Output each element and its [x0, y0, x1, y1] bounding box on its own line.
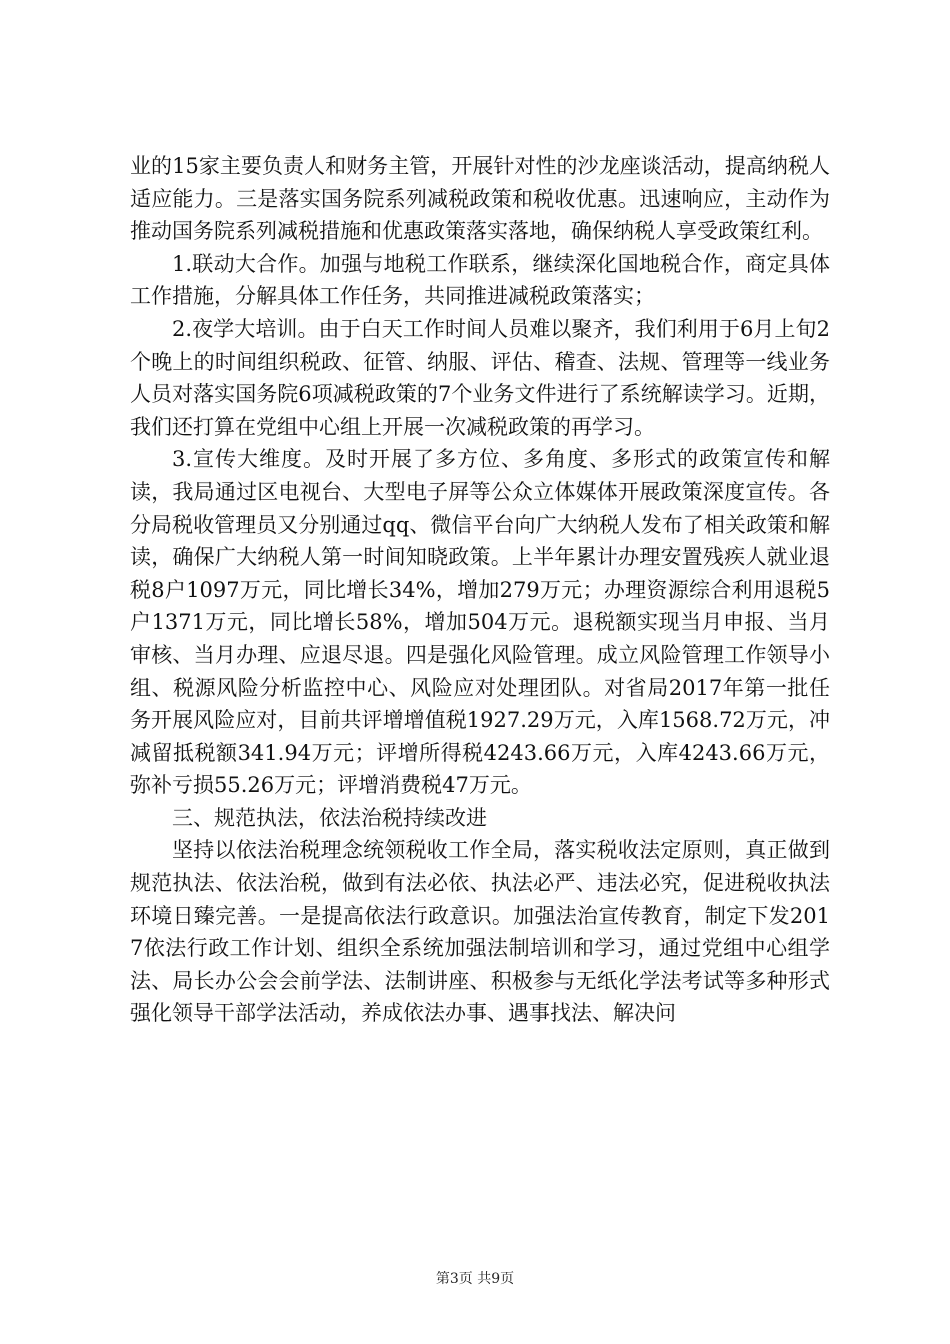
paragraph-item-3: 3.宣传大维度。及时开展了多方位、多角度、多形式的政策宣传和解读，我局通过区电视台、大型电子屏等公众立体媒体开展政策深度宣传。各分局税收管理员又分别通过qq、微信平台向广大纳税人发布了相关政策和解读，确保广大纳税人第一时间知晓政策。上半年累计办理安置残疾人就业退税8户1097万元，同比增长34%，增加279万元；办理资源综合利用退税5户1371万元，同比增长58%，增加504万元。退税额实现当月申报、当月审核、当月办理、应退尽退。四是强化风险管理。成立风险管理工作领导小组、税源风险分析监控中心、风险应对处理团队。对省局2017年第一批任务开展风险应对，目前共评增增值税1927.29万元，入库1568.72万元，冲减留抵税额341.94万元；评增所得税4243.66万元，入库4243.66万元，弥补亏损55.26万元；评增消费税47万元。 [130, 447, 830, 798]
page-footer: 第3页 共9页 [435, 1271, 515, 1287]
paragraph-continued: 业的15家主要负责人和财务主管，开展针对性的沙龙座谈活动，提高纳税人适应能力。三是落实国务院系列减税政策和税收优惠。迅速响应，主动作为推动国务院系列减税措施和优惠政策落实落地，确保纳税人享受政策红利。 [130, 154, 830, 244]
document-body [130, 150, 830, 1030]
section-heading: 三、规范执法，依法治税持续改进 [172, 805, 487, 830]
paragraph-item-1: 1.联动大合作。加强与地税工作联系，继续深化国地税合作，商定具体工作措施，分解具体工作任务，共同推进减税政策落实； [130, 251, 830, 309]
paragraph-item-2: 2.夜学大培训。由于白天工作时间人员难以聚齐，我们利用于6月上旬2个晚上的时间组织税政、征管、纳服、评估、稽查、法规、管理等一线业务人员对落实国务院6项减税政策的7个业务文件进行了系统解读学习。近期，我们还打算在党组中心组上开展一次减税政策的再学习。 [130, 316, 830, 439]
paragraph-section-body: 坚持以依法治税理念统领税收工作全局，落实税收法定原则，真正做到规范执法、依法治税，做到有法必依、执法必严、违法必究，促进税收执法环境日臻完善。一是提高依法行政意识。加强法治宣传教育，制定下发2017依法行政工作计划、组织全系统加强法制培训和学习，通过党组中心组学法、局长办公会会前学法、法制讲座、积极参与无纸化学法考试等多种形式强化领导干部学法活动，养成依法办事、遇事找法、解决问 [130, 838, 830, 1026]
